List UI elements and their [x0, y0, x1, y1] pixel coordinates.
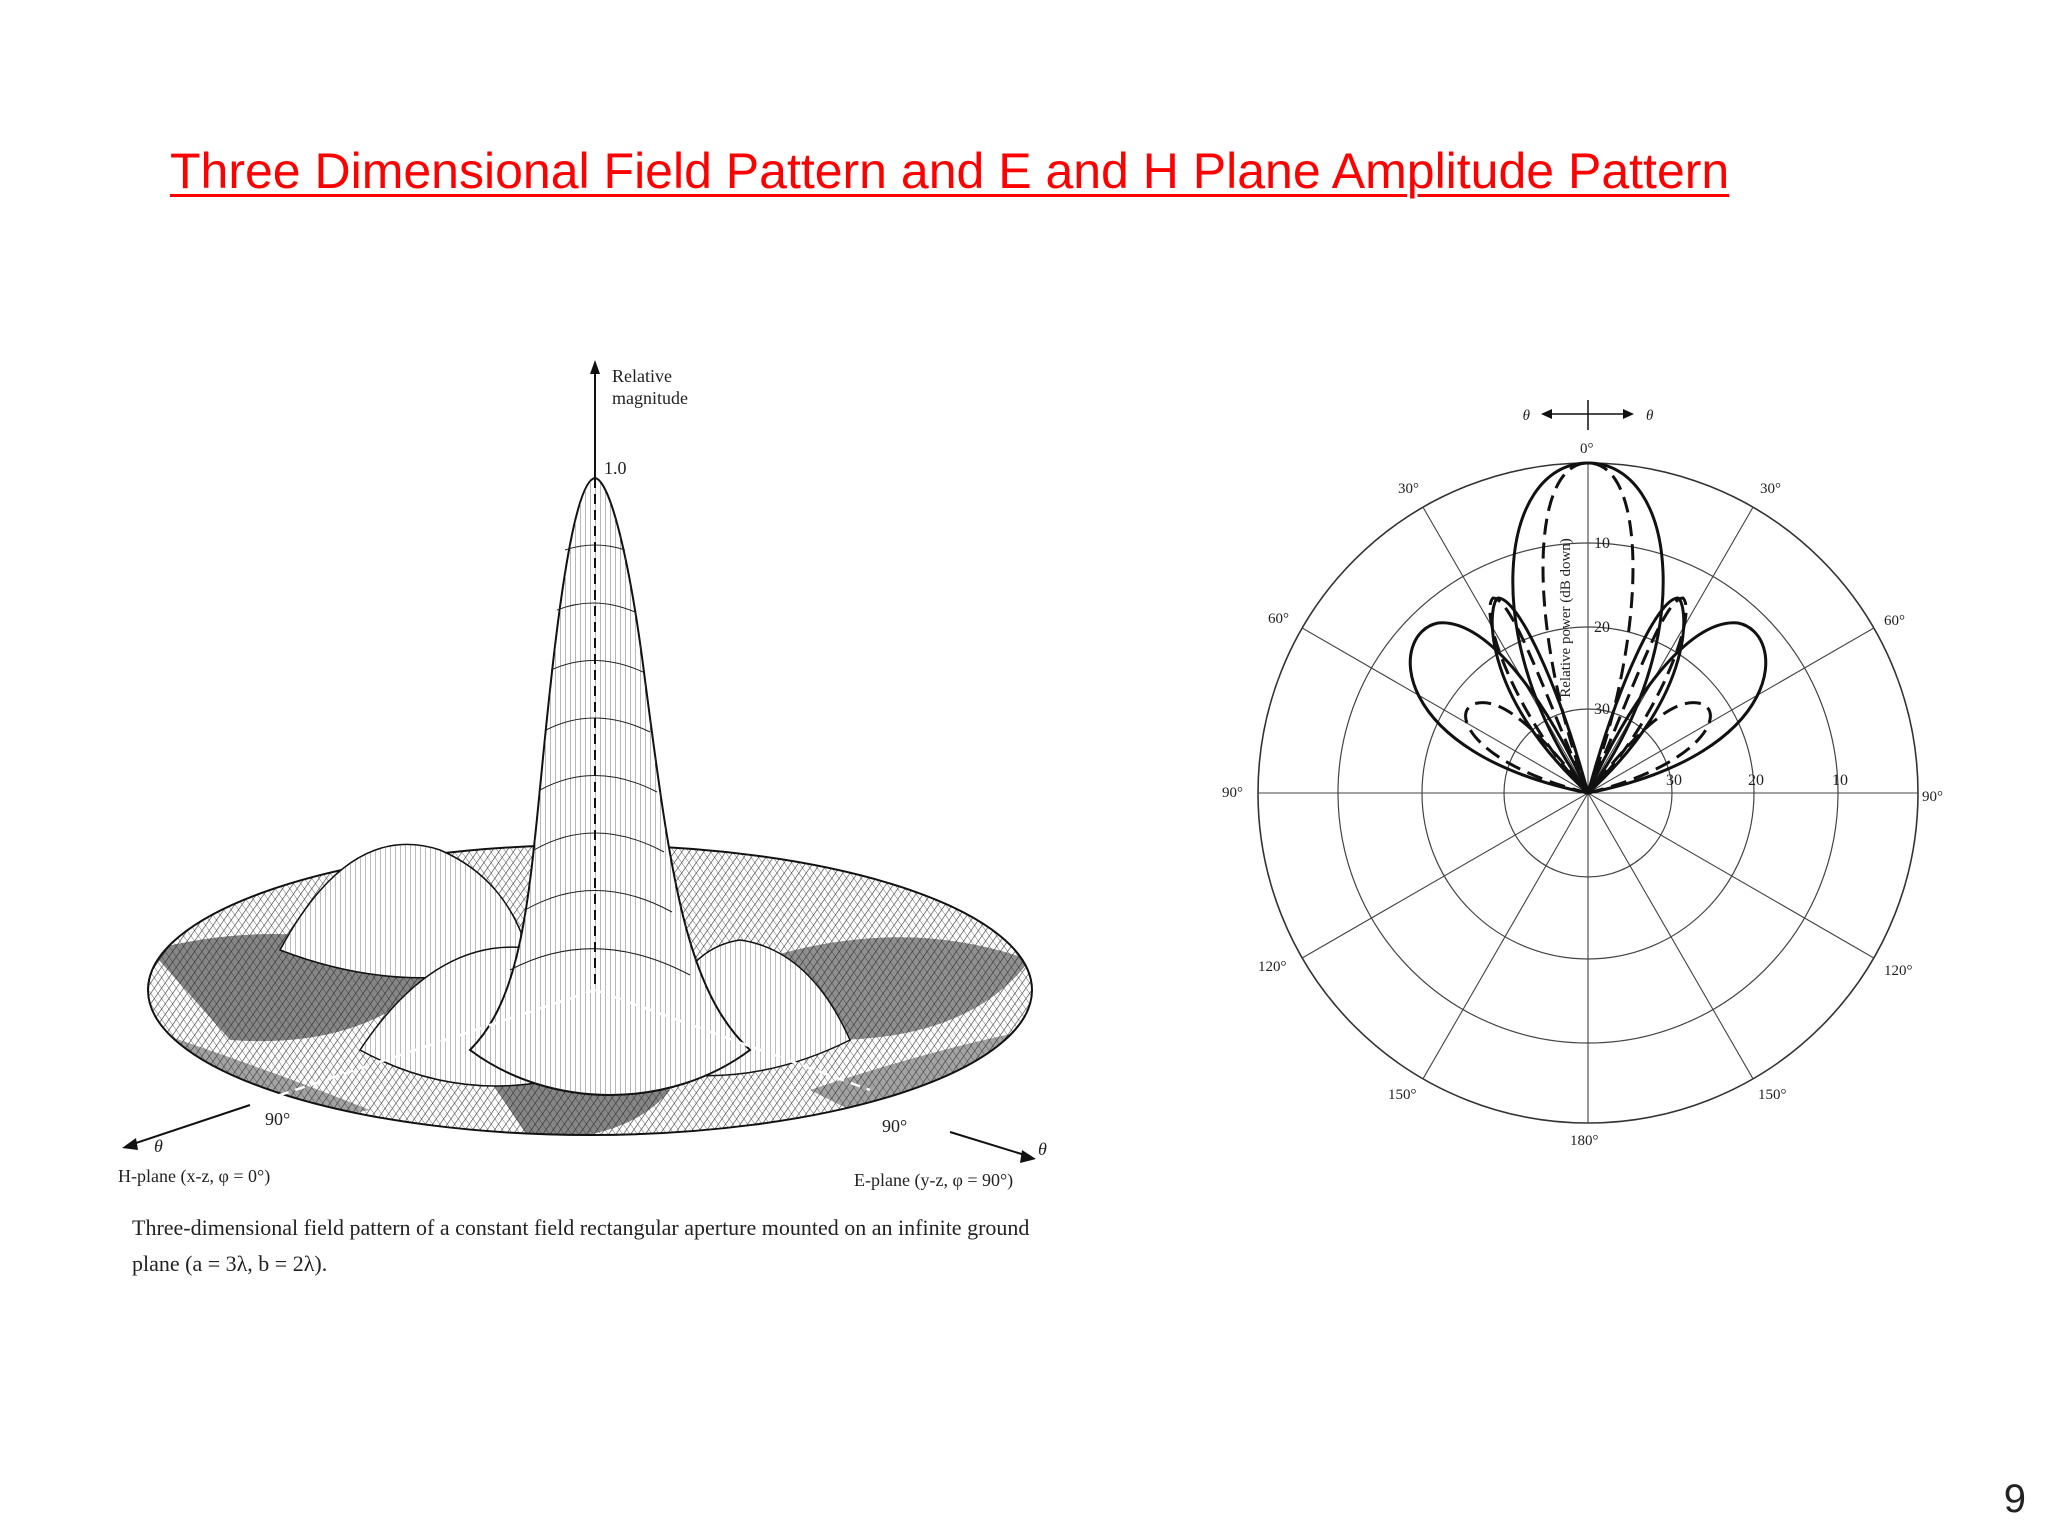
- peak-label: 1.0: [604, 458, 627, 478]
- polar-pattern-drawing: [1200, 390, 1980, 1180]
- three-dimensional-pattern-drawing: [110, 350, 1090, 1200]
- polar-amplitude-pattern-figure: [1200, 390, 1980, 1180]
- horizontal-tick-20: 20: [1748, 772, 1764, 789]
- angle-label-90-left: 90°: [1222, 785, 1243, 801]
- angle-label-60-left: 60°: [1268, 611, 1289, 627]
- h-plane-angle-label: 90°: [265, 1109, 291, 1129]
- radial-tick-10: 10: [1594, 535, 1610, 552]
- e-plane-axis: [950, 1132, 1028, 1156]
- magnitude-axis-label-line1: Relative: [612, 366, 672, 386]
- angle-label-120-left: 120°: [1258, 959, 1287, 975]
- angle-label-90-right: 90°: [1922, 789, 1943, 805]
- e-plane-label: E-plane (y-z, φ = 90°): [854, 1170, 1014, 1190]
- angle-label-0: 0°: [1580, 441, 1594, 457]
- theta-direction-indicator: [1523, 400, 1654, 430]
- figure-caption: Three-dimensional field pattern of a constant field rectangular aperture mounted on an infinite ground plane (a = 3λ, b = 2λ).: [132, 1215, 1030, 1276]
- polar-grid: [1222, 441, 1943, 1149]
- theta-right-label: θ: [1646, 408, 1654, 424]
- slide-title: Three Dimensional Field Pattern and E and H Plane Amplitude Pattern: [170, 143, 1730, 199]
- angle-label-150-right: 150°: [1758, 1087, 1787, 1103]
- theta-right-arrow-icon: [1623, 409, 1634, 419]
- h-plane-label: H-plane (x-z, φ = 0°): [118, 1166, 271, 1186]
- theta-left-label: θ: [1522, 408, 1530, 424]
- angle-label-30-left: 30°: [1398, 481, 1419, 497]
- radial-axis-label: Relative power (dB down): [1558, 538, 1574, 698]
- e-plane-theta: θ: [1038, 1139, 1047, 1159]
- theta-left-arrow-icon: [1541, 409, 1552, 419]
- three-dimensional-pattern-figure: [110, 350, 1090, 1200]
- h-plane-axis: [130, 1105, 250, 1145]
- angle-label-180: 180°: [1570, 1133, 1599, 1149]
- magnitude-axis-arrow-icon: [590, 360, 600, 374]
- h-plane-arrow-icon: [122, 1138, 138, 1150]
- angle-label-120-right: 120°: [1884, 963, 1913, 979]
- angle-label-30-right: 30°: [1760, 481, 1781, 497]
- angle-label-60-right: 60°: [1884, 613, 1905, 629]
- page-number: 9: [2003, 1477, 2026, 1521]
- radial-tick-30: 30: [1594, 701, 1610, 718]
- h-plane-theta: θ: [154, 1136, 163, 1156]
- e-plane-angle-label: 90°: [882, 1116, 908, 1136]
- horizontal-tick-10: 10: [1832, 772, 1848, 789]
- magnitude-axis-label-line2: magnitude: [612, 388, 688, 408]
- angle-label-150-left: 150°: [1388, 1087, 1417, 1103]
- horizontal-tick-30: 30: [1666, 772, 1682, 789]
- e-plane-arrow-icon: [1020, 1150, 1036, 1163]
- radial-tick-20: 20: [1594, 619, 1610, 636]
